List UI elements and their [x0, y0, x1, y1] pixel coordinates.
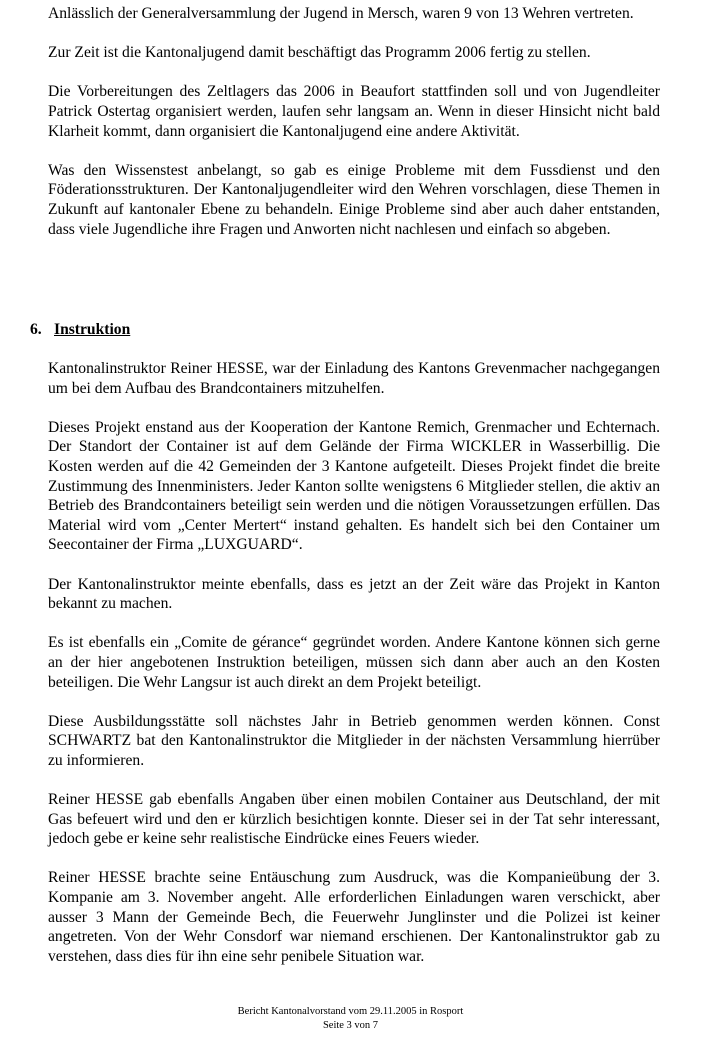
paragraph: Diese Ausbildungsstätte soll nächstes Jahr in Betrieb genommen werden können. Const SCHWARTZ bat den Kantonalinstruktor die Mitglieder in der nächsten Versammlung hierrüber zu informieren. [48, 712, 660, 769]
page-footer [0, 1005, 701, 1033]
footer-page-number: Seite 3 von 7 [322, 1020, 379, 1031]
section-number: 6. [30, 321, 42, 338]
paragraph: Reiner HESSE gab ebenfalls Angaben über einen mobilen Container aus Deutschland, der mit Gas befeuert wird und den er kürzlich besichtigen konnte. Dieser sei in der Tat sehr interessant, jedoch gebe er keine sehr realistische Eindrücke eines Feuers wieder. [48, 791, 660, 848]
paragraph: Die Vorbereitungen des Zeltlagers das 2006 in Beaufort stattfinden soll und von Jugendleiter Patrick Ostertag organisiert werden, laufen sehr langsam an. Wenn in dieser Hinsicht nicht bald Klarheit kommt, dann organisiert die Kantonaljugend eine andere Aktivität. [48, 83, 660, 140]
footer-report-title: Bericht Kantonalvorstand vom 29.11.2005 in Rosport [237, 1006, 464, 1017]
paragraph: Was den Wissenstest anbelangt, so gab es einige Probleme mit dem Fussdienst und den Föderationsstrukturen. Der Kantonaljugendleiter wird den Wehren vorschlagen, diese Themen in Zukunft auf kantonaler Ebene zu behandeln. Einige Probleme sind aber auch daher entstanden, dass viele Jugendliche ihre Fragen und Anworten nicht nachlesen und einfach so abgeben. [48, 161, 660, 238]
paragraph: Zur Zeit ist die Kantonaljugend damit beschäftigt das Programm 2006 fertig zu stellen. [48, 44, 591, 62]
paragraph: Anlässlich der Generalversammlung der Jugend in Mersch, waren 9 von 13 Wehren vertreten. [48, 5, 634, 22]
paragraph: Es ist ebenfalls ein „Comite de gérance“ gegründet worden. Andere Kantone können sich gerne an der hier angebotenen Instruktion beteiligen, müssen sich dann aber auch an den Kosten beteiligen. Die Wehr Langsur ist auch direkt an dem Projekt beteiligt. [48, 634, 660, 691]
body-text-top [48, 4, 660, 259]
paragraph: Der Kantonalinstruktor meinte ebenfalls, dass es jetzt an der Zeit wäre das Projekt in Kanton bekannt zu machen. [48, 575, 660, 613]
paragraph: Reiner HESSE brachte seine Entäuschung zum Ausdruck, was die Kompanieübung der 3. Kompanie am 3. November angeht. Alle erforderlichen Einladungen waren verschickt, aber ausser 3 Mann der Gemeinde Bech, die Feuerwehr Junglinster und die Polizei ist keiner angetreten. Von der Wehr Consdorf war niemand erschienen. Der Kantonalinstruktor gab zu verstehen, dass dies für ihn eine sehr penibele Situation war. [48, 869, 660, 965]
body-text-bottom [48, 359, 660, 986]
section-title: Instruktion [54, 321, 131, 338]
section-heading [30, 320, 130, 340]
paragraph: Kantonalinstruktor Reiner HESSE, war der Einladung des Kantons Grevenmacher nachgegangen um bei dem Aufbau des Brandcontainers mitzuhelfen. [48, 360, 660, 397]
paragraph: Dieses Projekt enstand aus der Kooperation der Kantone Remich, Grenmacher und Echternach. Der Standort der Container ist auf dem Gelände der Firma WICKLER in Wasserbillig. Die Kosten werden auf die 42 Gemeinden der 3 Kantone aufgeteilt. Dieses Projekt findet die breite Zustimmung des Innenministers. Jeder Kanton sollte wenigstens 6 Mitglieder stellen, die aktiv an Betrieb des Brandcontainers beteiligt sein werden und die nötigen Voraussetzungen erfüllen. Das Material wird vom „Center Mertert“ instand gehalten. Es handelt sich bei den Container um Seecontainer der Firma „LUXGUARD“. [48, 418, 660, 554]
